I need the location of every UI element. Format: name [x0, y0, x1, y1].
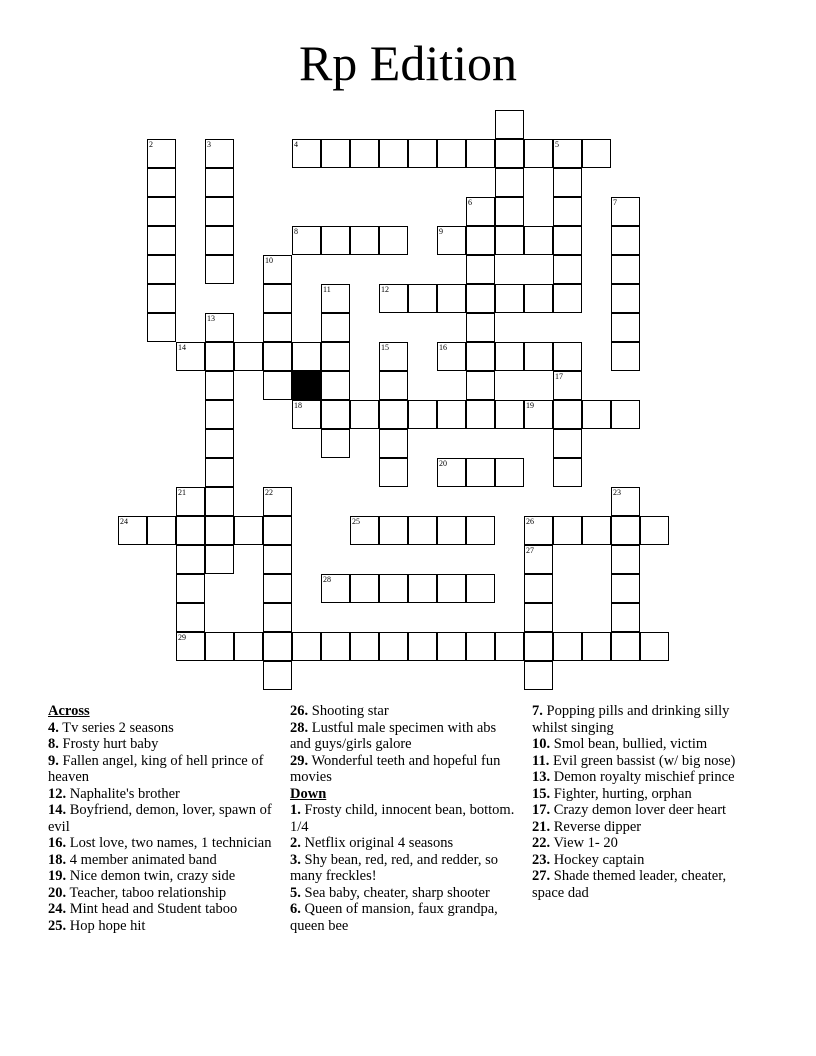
clue-text: Tv series 2 seasons — [62, 719, 174, 736]
grid-cell[interactable] — [553, 284, 582, 313]
clue-number: 10 — [265, 256, 273, 265]
grid-cell[interactable] — [524, 545, 553, 574]
grid-cell[interactable] — [495, 342, 524, 371]
clue-item — [48, 885, 274, 902]
grid-cell[interactable] — [321, 226, 350, 255]
clue-item — [48, 720, 274, 737]
grid-cell[interactable] — [379, 226, 408, 255]
grid-cell[interactable] — [263, 371, 292, 400]
grid-cell[interactable] — [292, 632, 321, 661]
grid-cell[interactable] — [466, 226, 495, 255]
clue-number: 2 — [149, 140, 153, 149]
grid-cell[interactable] — [466, 313, 495, 342]
grid-cell[interactable] — [205, 545, 234, 574]
grid-cell[interactable] — [350, 400, 379, 429]
clue-number: 12 — [381, 285, 389, 294]
grid-cell[interactable] — [437, 226, 466, 255]
grid-cell[interactable] — [176, 574, 205, 603]
grid-cell[interactable] — [437, 284, 466, 313]
grid-cell[interactable] — [553, 371, 582, 400]
grid-cell[interactable] — [408, 516, 437, 545]
grid-cell[interactable] — [350, 574, 379, 603]
clue-label-number: 8. — [48, 736, 59, 752]
grid-cell[interactable] — [176, 632, 205, 661]
clue-label-number: 16. — [48, 835, 67, 851]
grid-cell[interactable] — [118, 516, 147, 545]
grid-cell[interactable] — [263, 284, 292, 313]
grid-cell[interactable] — [176, 603, 205, 632]
grid-cell[interactable] — [553, 400, 582, 429]
grid-cell[interactable] — [263, 487, 292, 516]
clues-column-3 — [532, 703, 758, 901]
clue-number: 6 — [468, 198, 472, 207]
grid-cell[interactable] — [611, 284, 640, 313]
clue-item — [290, 720, 516, 753]
grid-cell[interactable] — [147, 226, 176, 255]
grid-cell[interactable] — [611, 545, 640, 574]
clue-item — [532, 852, 758, 869]
clue-text: Hockey captain — [553, 851, 645, 868]
grid-cell[interactable] — [234, 632, 263, 661]
grid-cell[interactable] — [379, 400, 408, 429]
grid-cell[interactable] — [292, 139, 321, 168]
clue-text: Nice demon twin, crazy side — [69, 868, 236, 884]
grid-cell[interactable] — [408, 139, 437, 168]
grid-cell[interactable] — [611, 313, 640, 342]
grid-cell[interactable] — [147, 313, 176, 342]
clue-label-number: 7. — [532, 703, 543, 719]
grid-cell[interactable] — [321, 400, 350, 429]
down-heading: Down — [290, 785, 327, 802]
clue-text: Popping pills and drinking silly whilst singing — [532, 703, 730, 736]
clue-item — [532, 769, 758, 786]
clue-text: Hop hope hit — [69, 917, 146, 934]
clue-item — [290, 835, 516, 852]
grid-cell[interactable] — [611, 516, 640, 545]
grid-cell[interactable] — [524, 632, 553, 661]
grid-cell[interactable] — [582, 139, 611, 168]
grid-cell[interactable] — [466, 400, 495, 429]
clue-item — [532, 819, 758, 836]
clue-text: Boyfriend, demon, lover, spawn of evil — [48, 802, 272, 835]
grid-cell[interactable] — [321, 632, 350, 661]
clue-text: Shy bean, red, red, and redder, so many freckles! — [290, 851, 498, 884]
grid-cell[interactable] — [205, 487, 234, 516]
grid-cell[interactable] — [437, 342, 466, 371]
clue-label-number: 3. — [290, 851, 301, 868]
grid-cell[interactable] — [495, 110, 524, 139]
clue-label-number: 25. — [48, 917, 67, 934]
clue-text: 4 member animated band — [69, 851, 217, 868]
grid-cell[interactable] — [495, 168, 524, 197]
clue-item — [532, 753, 758, 770]
clue-text: Lustful male specimen with abs and guys/girls galore — [290, 719, 497, 752]
grid-cell[interactable] — [553, 632, 582, 661]
clue-text: Teacher, taboo relationship — [69, 884, 227, 901]
clue-number: 29 — [178, 633, 186, 642]
grid-cell[interactable] — [466, 371, 495, 400]
grid-cell[interactable] — [466, 574, 495, 603]
grid-cell[interactable] — [408, 632, 437, 661]
grid-cell[interactable] — [379, 139, 408, 168]
grid-cell[interactable] — [234, 516, 263, 545]
grid-cell[interactable] — [611, 487, 640, 516]
grid-cell[interactable] — [263, 545, 292, 574]
grid-cell[interactable] — [524, 226, 553, 255]
clue-item — [48, 852, 274, 869]
grid-cell[interactable] — [553, 458, 582, 487]
grid-cell[interactable] — [379, 371, 408, 400]
puzzle-title: Rp Edition — [298, 35, 518, 91]
grid-cell[interactable] — [553, 516, 582, 545]
grid-cell[interactable] — [379, 516, 408, 545]
grid-cell[interactable] — [640, 632, 669, 661]
clue-text: Sea baby, cheater, sharp shooter — [304, 884, 490, 901]
grid-cell[interactable] — [611, 226, 640, 255]
grid-cell[interactable] — [524, 400, 553, 429]
grid-cell[interactable] — [205, 458, 234, 487]
clue-label-number: 17. — [532, 802, 551, 818]
grid-cell[interactable] — [495, 458, 524, 487]
clue-label-number: 14. — [48, 802, 67, 818]
grid-cell[interactable] — [147, 197, 176, 226]
grid-cell[interactable] — [379, 574, 408, 603]
clue-label-number: 22. — [532, 835, 551, 851]
grid-cell[interactable] — [611, 632, 640, 661]
grid-cell[interactable] — [321, 342, 350, 371]
clue-number: 23 — [613, 488, 621, 497]
clue-item — [532, 703, 758, 736]
clue-label-number: 26. — [290, 703, 309, 719]
grid-cell[interactable] — [176, 342, 205, 371]
grid-cell[interactable] — [292, 342, 321, 371]
grid-cell[interactable] — [437, 516, 466, 545]
clue-item — [48, 918, 274, 935]
grid-cell[interactable] — [176, 516, 205, 545]
grid-cell[interactable] — [408, 400, 437, 429]
grid-cell[interactable] — [350, 139, 379, 168]
clue-text: Frosty child, innocent bean, bottom. 1/4 — [290, 802, 515, 835]
clue-text: Lost love, two names, 1 technician — [69, 835, 272, 851]
clue-item — [532, 736, 758, 753]
black-square — [292, 371, 321, 400]
grid-cell[interactable] — [553, 429, 582, 458]
grid-cell[interactable] — [466, 284, 495, 313]
grid-cell[interactable] — [321, 574, 350, 603]
clue-label-number: 24. — [48, 901, 67, 917]
clue-item — [48, 786, 274, 803]
grid-cell[interactable] — [321, 371, 350, 400]
clue-text: Reverse dipper — [553, 818, 642, 835]
clue-label-number: 6. — [290, 901, 301, 917]
grid-cell[interactable] — [553, 255, 582, 284]
grid-cell[interactable] — [553, 139, 582, 168]
clue-item — [290, 852, 516, 885]
clue-number: 7 — [613, 198, 617, 207]
grid-cell[interactable] — [147, 139, 176, 168]
grid-cell[interactable] — [524, 603, 553, 632]
clue-number: 28 — [323, 575, 331, 584]
clue-number: 14 — [178, 343, 186, 352]
clue-number: 19 — [526, 401, 534, 410]
grid-cell[interactable] — [611, 342, 640, 371]
grid-cell[interactable] — [611, 574, 640, 603]
clue-number: 24 — [120, 517, 128, 526]
grid-cell[interactable] — [524, 342, 553, 371]
clue-number: 11 — [323, 285, 331, 294]
grid-cell[interactable] — [350, 632, 379, 661]
grid-cell[interactable] — [205, 516, 234, 545]
clue-text: Fighter, hurting, orphan — [553, 785, 692, 802]
grid-cell[interactable] — [553, 197, 582, 226]
clue-text: Naphalite's brother — [69, 785, 180, 802]
clue-label-number: 13. — [532, 769, 551, 785]
grid-cell[interactable] — [176, 545, 205, 574]
grid-cell[interactable] — [205, 168, 234, 197]
grid-cell[interactable] — [205, 342, 234, 371]
clues-column-1 — [48, 703, 274, 934]
grid-cell[interactable] — [263, 255, 292, 284]
grid-cell[interactable] — [205, 226, 234, 255]
grid-cell[interactable] — [437, 458, 466, 487]
clue-item — [48, 736, 274, 753]
clue-number: 26 — [526, 517, 534, 526]
grid-cell[interactable] — [611, 603, 640, 632]
grid-cell[interactable] — [466, 342, 495, 371]
grid-cell[interactable] — [263, 603, 292, 632]
grid-cell[interactable] — [495, 632, 524, 661]
grid-cell[interactable] — [408, 284, 437, 313]
clue-item — [48, 901, 274, 918]
clue-number: 16 — [439, 343, 447, 352]
grid-cell[interactable] — [263, 342, 292, 371]
clue-text: Shade themed leader, cheater, space dad — [532, 868, 727, 901]
grid-cell[interactable] — [292, 400, 321, 429]
grid-cell[interactable] — [205, 313, 234, 342]
grid-cell[interactable] — [234, 342, 263, 371]
clue-label-number: 12. — [48, 785, 67, 802]
clue-text: Demon royalty mischief prince — [553, 769, 735, 785]
clue-text: Frosty hurt baby — [62, 736, 159, 752]
grid-cell[interactable] — [437, 574, 466, 603]
clue-item — [532, 835, 758, 852]
grid-cell[interactable] — [553, 342, 582, 371]
grid-cell[interactable] — [408, 574, 437, 603]
clue-text: Evil green bassist (w/ big nose) — [552, 752, 736, 769]
clue-item — [48, 835, 274, 852]
clue-text: Shooting star — [311, 703, 389, 719]
grid-cell[interactable] — [321, 429, 350, 458]
grid-cell[interactable] — [379, 342, 408, 371]
clue-number: 13 — [207, 314, 215, 323]
clue-label-number: 5. — [290, 884, 301, 901]
grid-cell[interactable] — [437, 632, 466, 661]
grid-cell[interactable] — [147, 255, 176, 284]
clue-text: Wonderful teeth and hopeful fun movies — [290, 752, 501, 785]
clue-item — [290, 753, 516, 786]
grid-cell[interactable] — [379, 284, 408, 313]
clue-item — [532, 802, 758, 819]
clues-column-2 — [290, 703, 516, 934]
clue-label-number: 11. — [532, 752, 550, 769]
grid-cell[interactable] — [176, 487, 205, 516]
grid-cell[interactable] — [553, 226, 582, 255]
grid-cell[interactable] — [495, 400, 524, 429]
clue-text: Fallen angel, king of hell prince of heaven — [48, 752, 264, 785]
grid-cell[interactable] — [263, 313, 292, 342]
grid-cell[interactable] — [466, 255, 495, 284]
clue-number: 9 — [439, 227, 443, 236]
clue-label-number: 20. — [48, 884, 67, 901]
grid-cell[interactable] — [466, 458, 495, 487]
grid-cell[interactable] — [350, 226, 379, 255]
grid-cell[interactable] — [321, 139, 350, 168]
grid-cell[interactable] — [582, 400, 611, 429]
grid-cell[interactable] — [495, 226, 524, 255]
clue-item — [48, 802, 274, 835]
clue-text: Smol bean, bullied, victim — [553, 736, 708, 752]
grid-cell[interactable] — [611, 255, 640, 284]
grid-cell[interactable] — [350, 516, 379, 545]
clue-text: Crazy demon lover deer heart — [553, 802, 727, 818]
grid-cell[interactable] — [640, 516, 669, 545]
clue-label-number: 10. — [532, 736, 551, 752]
grid-cell[interactable] — [379, 458, 408, 487]
clue-label-number: 27. — [532, 868, 551, 884]
grid-cell[interactable] — [147, 168, 176, 197]
grid-cell[interactable] — [495, 139, 524, 168]
clue-number: 25 — [352, 517, 360, 526]
clue-item — [290, 703, 516, 720]
grid-cell[interactable] — [611, 400, 640, 429]
clue-item — [48, 753, 274, 786]
clue-number: 20 — [439, 459, 447, 468]
clue-label-number: 28. — [290, 719, 309, 736]
clue-number: 3 — [207, 140, 211, 149]
grid-cell[interactable] — [205, 429, 234, 458]
grid-cell[interactable] — [205, 255, 234, 284]
grid-cell[interactable] — [292, 226, 321, 255]
clue-number: 18 — [294, 401, 302, 410]
grid-cell[interactable] — [553, 168, 582, 197]
grid-cell[interactable] — [495, 284, 524, 313]
grid-cell[interactable] — [205, 139, 234, 168]
grid-cell[interactable] — [582, 516, 611, 545]
grid-cell[interactable] — [466, 139, 495, 168]
grid-cell[interactable] — [524, 574, 553, 603]
grid-cell[interactable] — [466, 632, 495, 661]
clue-label-number: 18. — [48, 851, 67, 868]
clue-number: 4 — [294, 140, 298, 149]
clue-number: 17 — [555, 372, 563, 381]
grid-cell[interactable] — [524, 139, 553, 168]
grid-cell[interactable] — [437, 400, 466, 429]
grid-cell[interactable] — [582, 632, 611, 661]
clue-label-number: 4. — [48, 719, 59, 736]
clue-label-number: 19. — [48, 868, 67, 884]
clue-label-number: 9. — [48, 752, 59, 769]
clue-text: View 1- 20 — [553, 835, 618, 851]
grid-cell[interactable] — [495, 197, 524, 226]
grid-cell[interactable] — [524, 516, 553, 545]
clue-number: 8 — [294, 227, 298, 236]
clue-item — [48, 868, 274, 885]
clue-number: 5 — [555, 140, 559, 149]
clue-label-number: 2. — [290, 835, 301, 851]
clue-number: 22 — [265, 488, 273, 497]
grid-cell[interactable] — [524, 284, 553, 313]
across-heading: Across — [48, 703, 90, 719]
grid-cell[interactable] — [263, 661, 292, 690]
clue-item — [532, 786, 758, 803]
grid-cell[interactable] — [205, 371, 234, 400]
clue-label-number: 1. — [290, 802, 301, 818]
clue-number: 15 — [381, 343, 389, 352]
clue-item — [290, 901, 516, 934]
clue-text: Mint head and Student taboo — [69, 901, 238, 917]
grid-cell[interactable] — [263, 574, 292, 603]
grid-cell[interactable] — [263, 516, 292, 545]
clue-number: 27 — [526, 546, 534, 555]
grid-cell[interactable] — [205, 632, 234, 661]
clue-item — [290, 885, 516, 902]
grid-cell[interactable] — [379, 429, 408, 458]
grid-cell[interactable] — [321, 313, 350, 342]
clue-item — [290, 802, 516, 835]
clue-label-number: 23. — [532, 851, 551, 868]
clue-label-number: 15. — [532, 785, 551, 802]
grid-cell[interactable] — [263, 632, 292, 661]
clue-item — [532, 868, 758, 901]
clue-label-number: 29. — [290, 752, 309, 769]
grid-cell[interactable] — [147, 284, 176, 313]
grid-cell[interactable] — [466, 197, 495, 226]
grid-cell[interactable] — [379, 632, 408, 661]
grid-cell[interactable] — [321, 284, 350, 313]
clue-text: Queen of mansion, faux grandpa, queen bee — [290, 901, 498, 934]
grid-cell[interactable] — [524, 661, 553, 690]
clue-text: Netflix original 4 seasons — [304, 835, 454, 851]
clue-label-number: 21. — [532, 818, 551, 835]
grid-cell[interactable] — [466, 516, 495, 545]
grid-cell[interactable] — [205, 400, 234, 429]
grid-cell[interactable] — [147, 516, 176, 545]
clue-number: 21 — [178, 488, 186, 497]
grid-cell[interactable] — [611, 197, 640, 226]
grid-cell[interactable] — [437, 139, 466, 168]
grid-cell[interactable] — [205, 197, 234, 226]
